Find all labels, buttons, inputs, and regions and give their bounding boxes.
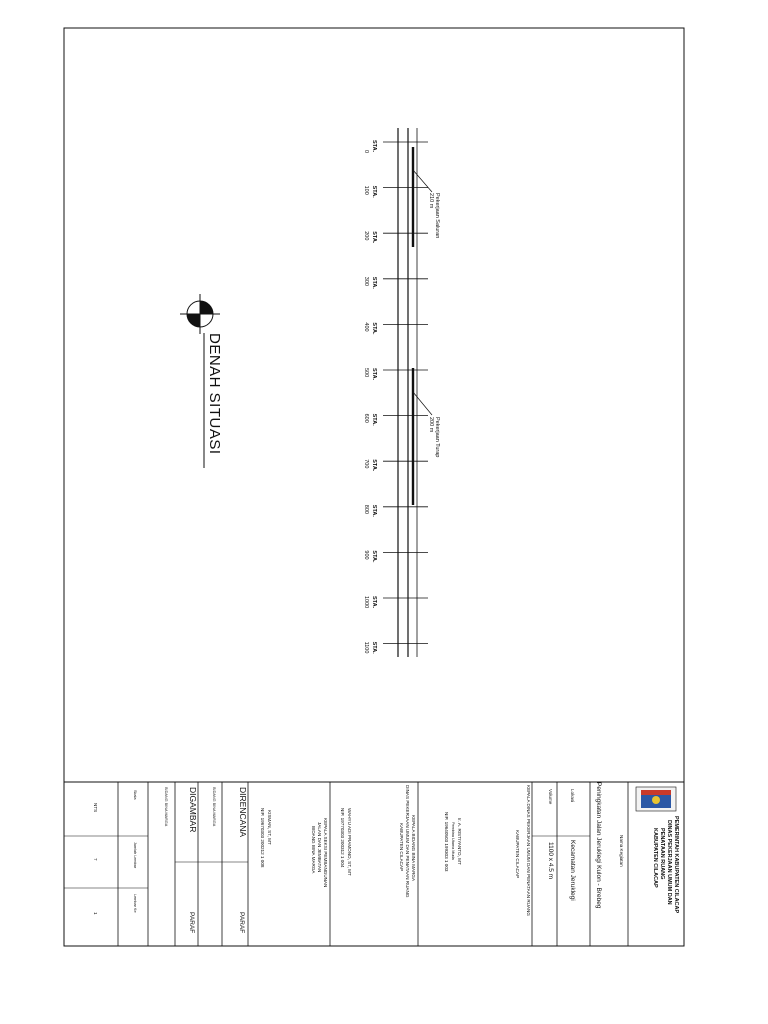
lokasi-value: Kecamatan Jeruklegi [569, 840, 576, 901]
kasi-nip: NIP. 19670303 200212 1 008 [260, 808, 265, 868]
station-number: 400 [363, 322, 369, 332]
lembar-value: 1 [93, 912, 98, 915]
nama-kegiatan-value: Peningkatan Jalan Jeruklegi Kulon - Brebeg [595, 782, 602, 909]
agency-line-3: PENATAAN RUANG [659, 828, 665, 880]
kabid-nip: NIP. 19770303 200312 1 004 [340, 808, 345, 868]
station-label: STA. [371, 322, 377, 335]
station-label: STA. [371, 550, 377, 563]
station-number: 0 [363, 150, 369, 154]
kabid-title: KEPALA BIDANG BINA MARGA [411, 815, 416, 882]
paraf-label-2: PARAF [188, 912, 195, 934]
north-arrow-icon [180, 294, 220, 334]
scale-label: Skala [133, 790, 137, 800]
kasi-sub2: BIDANG BINA MARGA [311, 826, 316, 874]
work-turap-length: 200 m [428, 417, 434, 433]
jumlah-label: Jumlah Lembar [133, 842, 137, 869]
station-label: STA. [371, 413, 377, 426]
kadis-rank: Pembina Utama Muda [451, 822, 455, 860]
volume-label: Volume [548, 789, 553, 805]
station-number: 700 [363, 459, 369, 469]
kadis-name: Ir. A. RISTIYANTO, MT [457, 818, 462, 865]
station-label: STA. [371, 459, 377, 472]
direncana-label: DIRENCANA [238, 787, 248, 838]
station-number: 900 [363, 550, 369, 560]
kadis-nip: NIP. 19640503 199303 1 003 [444, 812, 449, 872]
station-label: STA. [371, 596, 377, 609]
kasi-title: KEPALA SEKSI PEMBANGUNAN [323, 818, 328, 888]
station-label: STA. [371, 276, 377, 289]
station-number: 500 [363, 368, 369, 378]
sheet-border [64, 28, 684, 946]
bidang-label-1: BIDANG BINA MARGA [212, 787, 216, 827]
kadis-title: KEPALA DINAS PEKERJAAN UMUM DAN PENATAAN RUANG [526, 785, 531, 916]
station-label: STA. [371, 231, 377, 244]
station-label: STA. [371, 641, 377, 654]
work-saluran-name: Pekerjaan Saluran [434, 193, 440, 239]
kabid-sub2: KABUPATEN CILACAP [399, 823, 404, 872]
station-number: 600 [363, 413, 369, 423]
work-turap-name: Pekerjaan Turap [434, 417, 440, 458]
site-plan [363, 128, 440, 657]
station-markers [363, 140, 428, 654]
station-label: STA. [371, 185, 377, 198]
station-number: 1000 [363, 596, 369, 609]
digambar-label: DIGAMBAR [188, 787, 198, 833]
agency-logo [636, 787, 676, 811]
kabid-name: WAHYU ADI PRAMONO, ST, MT [347, 808, 352, 876]
station-number: 300 [363, 276, 369, 286]
agency-line-1: PEMERINTAH KABUPATEN CILACAP [673, 816, 679, 914]
kabid-sub1: DINAS PEKERJAAN UMUM DAN PENATAAN RUANG [405, 785, 410, 898]
work-saluran-length: 210 m [428, 193, 434, 209]
kasi-name: KISMAN, ST, MT [267, 810, 272, 845]
kasi-sub1: JALAN DAN JEMBATAN [317, 822, 322, 873]
scale-value: NTS [93, 803, 98, 813]
station-label: STA. [371, 368, 377, 381]
station-label: STA. [371, 140, 377, 153]
bidang-label-2: BIDANG BINA MARGA [164, 787, 168, 827]
station-number: 200 [363, 231, 369, 241]
volume-value: 1100 x 4.5 m [547, 842, 554, 880]
station-number: 1100 [363, 641, 369, 654]
agency-line-4: KABUPATEN CILACAP [652, 828, 658, 888]
agency-line-2: DINAS PEKERJAAN UMUM DAN [666, 820, 672, 905]
jumlah-value: 7 [93, 858, 98, 861]
drawing-title: DENAH SITUASI [206, 333, 223, 455]
station-number: 800 [363, 504, 369, 514]
lembar-label: Lembar Ke [133, 894, 137, 913]
kadis-sub: KABUPATEN CILACAP [515, 830, 520, 879]
station-number: 100 [363, 185, 369, 195]
paraf-label-1: PARAF [238, 912, 245, 934]
station-label: STA. [371, 504, 377, 517]
nama-kegiatan-label: Nama Kegiatan [619, 835, 624, 867]
title-block [64, 782, 684, 946]
lokasi-label: Lokasi [570, 789, 575, 803]
